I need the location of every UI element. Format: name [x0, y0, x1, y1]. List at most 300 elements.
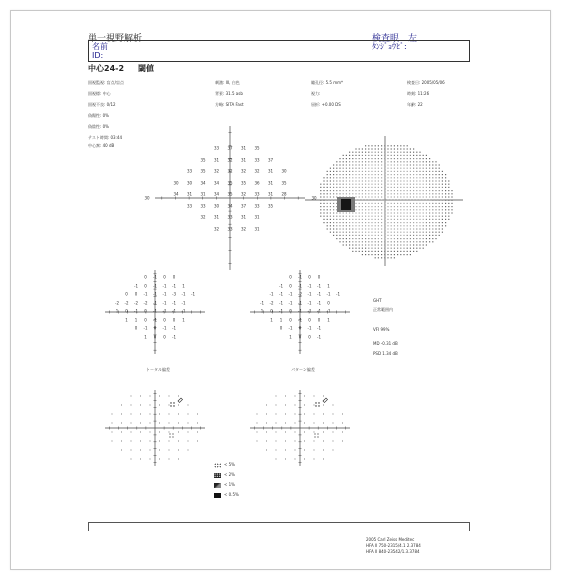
grayscale-dot — [432, 187, 433, 188]
grayscale-dot — [400, 209, 401, 210]
grayscale-dot — [346, 158, 347, 159]
grayscale-dot — [448, 190, 449, 191]
grayscale-dot — [442, 187, 443, 188]
grayscale-dot — [407, 206, 408, 207]
grayscale-dot — [339, 184, 340, 185]
grayscale-dot — [410, 193, 411, 194]
grayscale-dot — [391, 177, 392, 178]
grayscale-dot — [375, 222, 376, 223]
grayscale-dot — [365, 187, 366, 188]
param-c1-0: 固視監視: 盲点/盲点 — [88, 80, 124, 85]
grayscale-dot — [439, 164, 440, 165]
grayscale-dot — [426, 171, 427, 172]
grayscale-dot — [381, 222, 382, 223]
grayscale-dot — [320, 190, 321, 191]
grayscale-dot — [371, 158, 372, 159]
grayscale-dot — [426, 219, 427, 220]
grayscale-dot — [423, 184, 424, 185]
total-deviation-value: -1 — [172, 334, 176, 339]
grayscale-dot — [336, 225, 337, 226]
grayscale-dot — [394, 145, 395, 146]
pattern-deviation-value: 0 — [308, 274, 311, 280]
grayscale-dot — [419, 171, 420, 172]
grayscale-dot — [359, 164, 360, 165]
axis-label-right: 30 — [311, 195, 317, 201]
grayscale-dot — [355, 244, 356, 245]
total-deviation-value: 0 — [163, 274, 166, 280]
total-prob-dot — [140, 414, 141, 415]
grayscale-dot — [355, 232, 356, 233]
grayscale-dot — [394, 251, 395, 252]
grayscale-dot — [435, 216, 436, 217]
grayscale-dot — [410, 180, 411, 181]
grayscale-dot — [362, 248, 363, 249]
grayscale-dot — [448, 187, 449, 188]
grayscale-dot — [400, 228, 401, 229]
grayscale-dot — [387, 232, 388, 233]
pattern-deviation-value: 0 — [327, 300, 330, 305]
eye-value: 左 — [408, 34, 418, 44]
grayscale-dot — [384, 171, 385, 172]
pattern-prob-dot — [304, 441, 305, 442]
grayscale-dot — [442, 228, 443, 229]
total-prob-dot — [150, 459, 151, 460]
grayscale-dot — [368, 212, 369, 213]
grayscale-dot — [343, 184, 344, 185]
grayscale-dot — [387, 190, 388, 191]
grayscale-dot — [330, 190, 331, 191]
grayscale-dot — [407, 145, 408, 146]
grayscale-dot — [359, 187, 360, 188]
grayscale-dot — [413, 158, 414, 159]
grayscale-dot — [378, 216, 379, 217]
grayscale-dot — [448, 203, 449, 204]
grayscale-dot — [359, 155, 360, 156]
grayscale-dot — [349, 174, 350, 175]
total-prob-dot — [178, 459, 179, 460]
total-prob-sig-dot — [169, 433, 170, 434]
grayscale-dot — [378, 193, 379, 194]
grayscale-dot — [442, 174, 443, 175]
grayscale-dot — [359, 228, 360, 229]
pattern-deviation-value: -1 — [317, 334, 321, 339]
grayscale-dot — [439, 177, 440, 178]
grayscale-dot — [378, 190, 379, 191]
grayscale-dot — [429, 164, 430, 165]
grayscale-dot — [371, 222, 372, 223]
pattern-deviation-value: 0 — [289, 308, 292, 314]
pattern-prob-dot — [285, 441, 286, 442]
grayscale-dot — [330, 168, 331, 169]
grayscale-dot — [371, 184, 372, 185]
grayscale-dot — [407, 200, 408, 201]
grayscale-dot — [362, 164, 363, 165]
grayscale-dot — [387, 164, 388, 165]
threshold-value: 35 — [254, 145, 260, 151]
grayscale-dot — [371, 155, 372, 156]
grayscale-dot — [336, 161, 337, 162]
grayscale-dot — [378, 225, 379, 226]
grayscale-dot — [419, 238, 420, 239]
grayscale-dot — [336, 219, 337, 220]
grayscale-dot — [378, 257, 379, 258]
grayscale-dot — [330, 174, 331, 175]
total-prob-dot — [197, 414, 198, 415]
grayscale-dot — [429, 238, 430, 239]
grayscale-dot — [327, 209, 328, 210]
grayscale-dot — [397, 219, 398, 220]
grayscale-dot — [355, 238, 356, 239]
grayscale-dot — [339, 222, 340, 223]
grayscale-dot — [349, 168, 350, 169]
param-c3-1: 視力: — [311, 91, 321, 96]
pattern-deviation-value: -1 — [298, 317, 302, 322]
grayscale-dot — [349, 241, 350, 242]
grayscale-dot — [442, 225, 443, 226]
grayscale-dot — [435, 225, 436, 226]
grayscale-dot — [419, 190, 420, 191]
grayscale-dot — [378, 241, 379, 242]
grayscale-dot — [451, 209, 452, 210]
grayscale-dot — [333, 164, 334, 165]
grayscale-dot — [426, 190, 427, 191]
grayscale-dot — [384, 251, 385, 252]
grayscale-dot — [343, 244, 344, 245]
threshold-value: 33 — [200, 203, 206, 208]
grayscale-dot — [359, 219, 360, 220]
grayscale-dot — [371, 206, 372, 207]
grayscale-dot — [327, 206, 328, 207]
grayscale-dot — [416, 155, 417, 156]
grayscale-dot — [397, 216, 398, 217]
grayscale-dot — [381, 235, 382, 236]
grayscale-dot — [355, 164, 356, 165]
grayscale-dot — [384, 190, 385, 191]
grayscale-dot — [426, 200, 427, 201]
threshold-value: 33 — [227, 214, 233, 220]
grayscale-dot — [394, 241, 395, 242]
grayscale-dot — [330, 180, 331, 181]
grayscale-dot — [394, 206, 395, 207]
grayscale-dot — [384, 225, 385, 226]
grayscale-dot — [416, 251, 417, 252]
pattern-prob-dot — [314, 405, 315, 406]
grayscale-dot — [432, 238, 433, 239]
grayscale-dot — [362, 203, 363, 204]
grayscale-dot — [381, 254, 382, 255]
grayscale-dot — [339, 174, 340, 175]
total-deviation-value: 0 — [163, 317, 166, 322]
ght-value: 正常範囲内 — [373, 307, 393, 312]
grayscale-dot — [333, 225, 334, 226]
grayscale-dot — [371, 228, 372, 229]
grayscale-dot — [327, 216, 328, 217]
legend-05pct — [214, 492, 239, 498]
grayscale-dot — [378, 248, 379, 249]
total-prob-dot — [159, 405, 160, 406]
grayscale-dot — [352, 212, 353, 213]
grayscale-dot — [435, 200, 436, 201]
grayscale-dot — [384, 161, 385, 162]
threshold-value: 32 — [240, 226, 247, 231]
param-c4-0: 検査日: 2005/05/06 — [407, 80, 445, 85]
grayscale-dot — [419, 196, 420, 197]
grayscale-dot — [333, 174, 334, 175]
grayscale-dot — [365, 238, 366, 239]
grayscale-dot — [327, 219, 328, 220]
grayscale-dot — [343, 177, 344, 178]
grayscale-dot — [429, 190, 430, 191]
grayscale-dot — [442, 184, 443, 185]
grayscale-dot — [378, 219, 379, 220]
grayscale-dot — [416, 212, 417, 213]
grayscale-dot — [413, 184, 414, 185]
grayscale-dot — [362, 238, 363, 239]
grayscale-dot — [439, 219, 440, 220]
grayscale-dot — [410, 184, 411, 185]
grayscale-dot — [397, 177, 398, 178]
grayscale-dot — [403, 161, 404, 162]
grayscale-dot — [413, 187, 414, 188]
pattern-prob-sig-dot — [315, 402, 316, 403]
grayscale-dot — [368, 235, 369, 236]
grayscale-dot — [368, 180, 369, 181]
grayscale-dot — [410, 251, 411, 252]
grayscale-dot — [343, 187, 344, 188]
grayscale-dot — [368, 232, 369, 233]
total-prob-dot — [188, 414, 189, 415]
grayscale-dot — [397, 148, 398, 149]
grayscale-dot — [368, 171, 369, 172]
grayscale-dot — [381, 203, 382, 204]
grayscale-dot — [432, 235, 433, 236]
grayscale-dot — [362, 228, 363, 229]
grayscale-dot — [359, 203, 360, 204]
grayscale-dot — [336, 190, 337, 191]
pattern-prob-dot — [314, 396, 315, 397]
grayscale-dot — [429, 161, 430, 162]
grayscale-dot — [336, 193, 337, 194]
total-prob-dot — [140, 396, 141, 397]
grayscale-dot — [435, 187, 436, 188]
grayscale-dot — [387, 158, 388, 159]
grayscale-dot — [429, 187, 430, 188]
grayscale-dot — [429, 219, 430, 220]
pattern-prob-dot — [266, 450, 267, 451]
pattern-deviation-value: -2 — [269, 300, 274, 305]
total-prob-dot — [169, 432, 170, 433]
grayscale-dot — [439, 196, 440, 197]
grayscale-dot — [435, 219, 436, 220]
pattern-prob-dot — [266, 405, 267, 406]
grayscale-dot — [407, 212, 408, 213]
pattern-prob-dot — [266, 414, 267, 415]
grayscale-dot — [387, 168, 388, 169]
grayscale-dot — [407, 177, 408, 178]
grayscale-dot — [403, 228, 404, 229]
total-deviation-value: 0 — [144, 274, 147, 280]
total-prob-dot — [169, 441, 170, 442]
grayscale-dot — [451, 203, 452, 204]
pattern-prob-dot — [285, 414, 286, 415]
grayscale-dot — [403, 222, 404, 223]
grayscale-dot — [445, 184, 446, 185]
total-deviation-value: -1 — [162, 283, 167, 288]
grayscale-dot — [352, 190, 353, 191]
grayscale-dot — [336, 164, 337, 165]
grayscale-dot — [413, 177, 414, 178]
grayscale-dot — [375, 193, 376, 194]
vfi-value: VFI 99% — [373, 327, 390, 332]
grayscale-dot — [387, 206, 388, 207]
grayscale-dot — [381, 206, 382, 207]
total-prob-sig-dot — [169, 436, 170, 437]
total-prob-dot — [131, 450, 132, 451]
total-prob-dot — [159, 423, 160, 424]
grayscale-dot — [429, 209, 430, 210]
total-deviation-label: トータル偏差 — [146, 367, 170, 372]
threshold-value: 36 — [254, 180, 260, 185]
grayscale-dot — [381, 158, 382, 159]
total-prob-dot — [140, 450, 141, 451]
grayscale-dot — [343, 158, 344, 159]
grayscale-dot — [387, 222, 388, 223]
grayscale-dot — [419, 209, 420, 210]
threshold-value: 33 — [186, 203, 193, 208]
grayscale-dot — [419, 241, 420, 242]
grayscale-dot — [346, 222, 347, 223]
grayscale-dot — [435, 164, 436, 165]
total-prob-dot — [150, 432, 151, 433]
threshold-value: 34 — [200, 180, 206, 185]
total-deviation-value: -1 — [181, 291, 186, 297]
grayscale-dot — [432, 174, 433, 175]
grayscale-dot — [400, 177, 401, 178]
threshold-value: 31 — [200, 191, 206, 197]
grayscale-dot — [445, 203, 446, 204]
grayscale-dot — [410, 190, 411, 191]
grayscale-dot — [400, 148, 401, 149]
total-prob-dot — [121, 423, 122, 424]
grayscale-dot — [333, 187, 334, 188]
grayscale-dot — [352, 219, 353, 220]
grayscale-dot — [371, 212, 372, 213]
grayscale-dot — [359, 238, 360, 239]
grayscale-dot — [349, 180, 350, 181]
grayscale-dot — [391, 158, 392, 159]
pattern-prob-dot — [304, 414, 305, 415]
grayscale-dot — [349, 184, 350, 185]
grayscale-dot — [410, 200, 411, 201]
grayscale-dot — [371, 241, 372, 242]
grayscale-dot — [391, 257, 392, 258]
pattern-prob-dot — [333, 432, 334, 433]
grayscale-dot — [336, 184, 337, 185]
grayscale-dot — [349, 219, 350, 220]
param-c3-0: 瞳孔径: 5.5 mm* — [311, 80, 344, 85]
grayscale-dot — [339, 180, 340, 181]
grayscale-dot — [448, 184, 449, 185]
grayscale-dot — [362, 254, 363, 255]
threshold-value: 30 — [186, 180, 193, 185]
grayscale-dot — [400, 225, 401, 226]
grayscale-dot — [381, 148, 382, 149]
grayscale-dot — [407, 161, 408, 162]
pattern-deviation-value: 0 — [298, 334, 302, 339]
grayscale-dot — [407, 216, 408, 217]
grayscale-dot — [368, 187, 369, 188]
grayscale-dot — [410, 171, 411, 172]
grayscale-dot — [368, 193, 369, 194]
grayscale-dot — [387, 251, 388, 252]
grayscale-dot — [432, 206, 433, 207]
grayscale-dot — [378, 148, 379, 149]
grayscale-dot — [365, 251, 366, 252]
grayscale-dot — [391, 184, 392, 185]
threshold-value: 31 — [267, 180, 274, 185]
grayscale-dot — [387, 200, 388, 201]
grayscale-dot — [403, 196, 404, 197]
total-deviation-value: -1 — [172, 283, 176, 288]
total-prob-dot — [197, 432, 198, 433]
grayscale-dot — [343, 174, 344, 175]
grayscale-dot — [375, 155, 376, 156]
grayscale-dot — [371, 164, 372, 165]
pattern-prob-dot — [314, 459, 315, 460]
grayscale-dot — [391, 168, 392, 169]
grayscale-dot — [403, 145, 404, 146]
grayscale-dot — [349, 212, 350, 213]
pattern-prob-dot — [323, 423, 324, 424]
grayscale-dot — [368, 152, 369, 153]
grayscale-dot — [387, 203, 388, 204]
pattern-deviation-value: -1 — [307, 291, 312, 297]
grayscale-dot — [371, 219, 372, 220]
grayscale-dot — [323, 203, 324, 204]
total-deviation-value: 0 — [153, 334, 157, 339]
total-deviation-value: -1 — [191, 291, 195, 297]
grayscale-dot — [387, 244, 388, 245]
grayscale-dot — [439, 174, 440, 175]
grayscale-dot — [394, 216, 395, 217]
grayscale-dot — [330, 206, 331, 207]
total-deviation-value: -1 — [181, 308, 186, 314]
param-c1-1: 固視標: 中心 — [88, 91, 111, 96]
grayscale-dot — [343, 241, 344, 242]
grayscale-dot — [394, 168, 395, 169]
grayscale-dot — [378, 244, 379, 245]
footer-line-2: HFA II 750-2315/4.1 2.3784 — [366, 543, 421, 548]
grayscale-dot — [339, 219, 340, 220]
grayscale-dot — [375, 235, 376, 236]
grayscale-dot — [352, 241, 353, 242]
total-prob-dot — [169, 459, 170, 460]
total-prob-sig-dot — [170, 402, 171, 403]
pattern-deviation-value: 0 — [308, 317, 311, 322]
grayscale-dot — [387, 257, 388, 258]
grayscale-dot — [445, 177, 446, 178]
grayscale-dot — [432, 219, 433, 220]
grayscale-dot — [403, 212, 404, 213]
grayscale-dot — [423, 158, 424, 159]
grayscale-dot — [378, 228, 379, 229]
grayscale-dot — [365, 177, 366, 178]
grayscale-dot — [419, 168, 420, 169]
grayscale-dot — [346, 164, 347, 165]
threshold-value: 33 — [213, 145, 220, 151]
grayscale-dot — [365, 241, 366, 242]
grayscale-dot — [343, 238, 344, 239]
